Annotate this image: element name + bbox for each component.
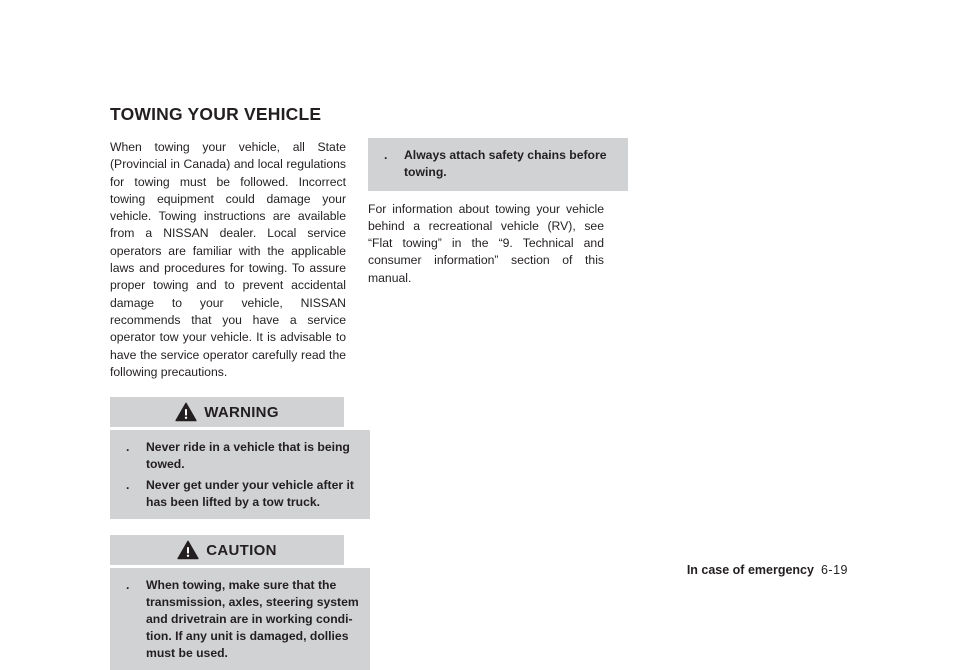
warning-item [384,147,618,181]
page-footer [600,563,848,577]
bullet: . [384,148,388,162]
warning-triangle-icon [175,402,197,422]
footer-section-name: In case of emergency [686,563,814,577]
warning-body [110,430,370,519]
page-number: 6-19 [820,563,848,577]
warning-triangle-icon [177,540,199,560]
warning-item-text: Never ride in a vehicle that is being towed. [146,440,350,471]
caution-item-text: When towing, make sure that the transmission, axles, steering system and drivetrain are in working condi- tion. If any unit is damaged, dollies must be used. [146,578,359,660]
bullet: . [126,477,130,492]
bullet: . [126,440,130,455]
caution-item [126,577,360,661]
caution-header [110,535,344,565]
continued-warning-box [368,138,628,191]
left-column [110,139,359,670]
warning-item-text: Always attach safety chains before towing. [404,148,607,179]
caution-title: CAUTION [206,541,277,559]
rv-towing-paragraph: For information about towing your vehicle behind a recreational vehicle (RV), see “Flat towing” in the “9. Technical and consumer information” section of this manual. [368,201,604,285]
intro-paragraph: When towing your vehicle, all State (Provincial in Canada) and local regulations for towing must be followed. Incorrect towing equipment could damage your vehicle. Towing instructions are available from a NISSAN dealer. Local service operators are familiar with the applicable laws and procedures for towing. To assure proper towing and to prevent accidental damage to your vehicle, NISSAN recommends that you have a service operator tow your vehicle. It is advisable to have the service operator carefully read the following precautions. [110,140,346,379]
warning-title: WARNING [204,403,279,421]
bullet: . [126,578,130,593]
right-column [368,139,607,287]
section-title: TOWING YOUR VEHICLE [110,104,322,124]
caution-body [110,568,370,670]
warning-item [126,477,360,511]
warning-item-text: Never get under your vehicle after it has been lifted by a tow truck. [146,477,354,509]
warning-item [126,439,360,473]
warning-header [110,397,344,427]
